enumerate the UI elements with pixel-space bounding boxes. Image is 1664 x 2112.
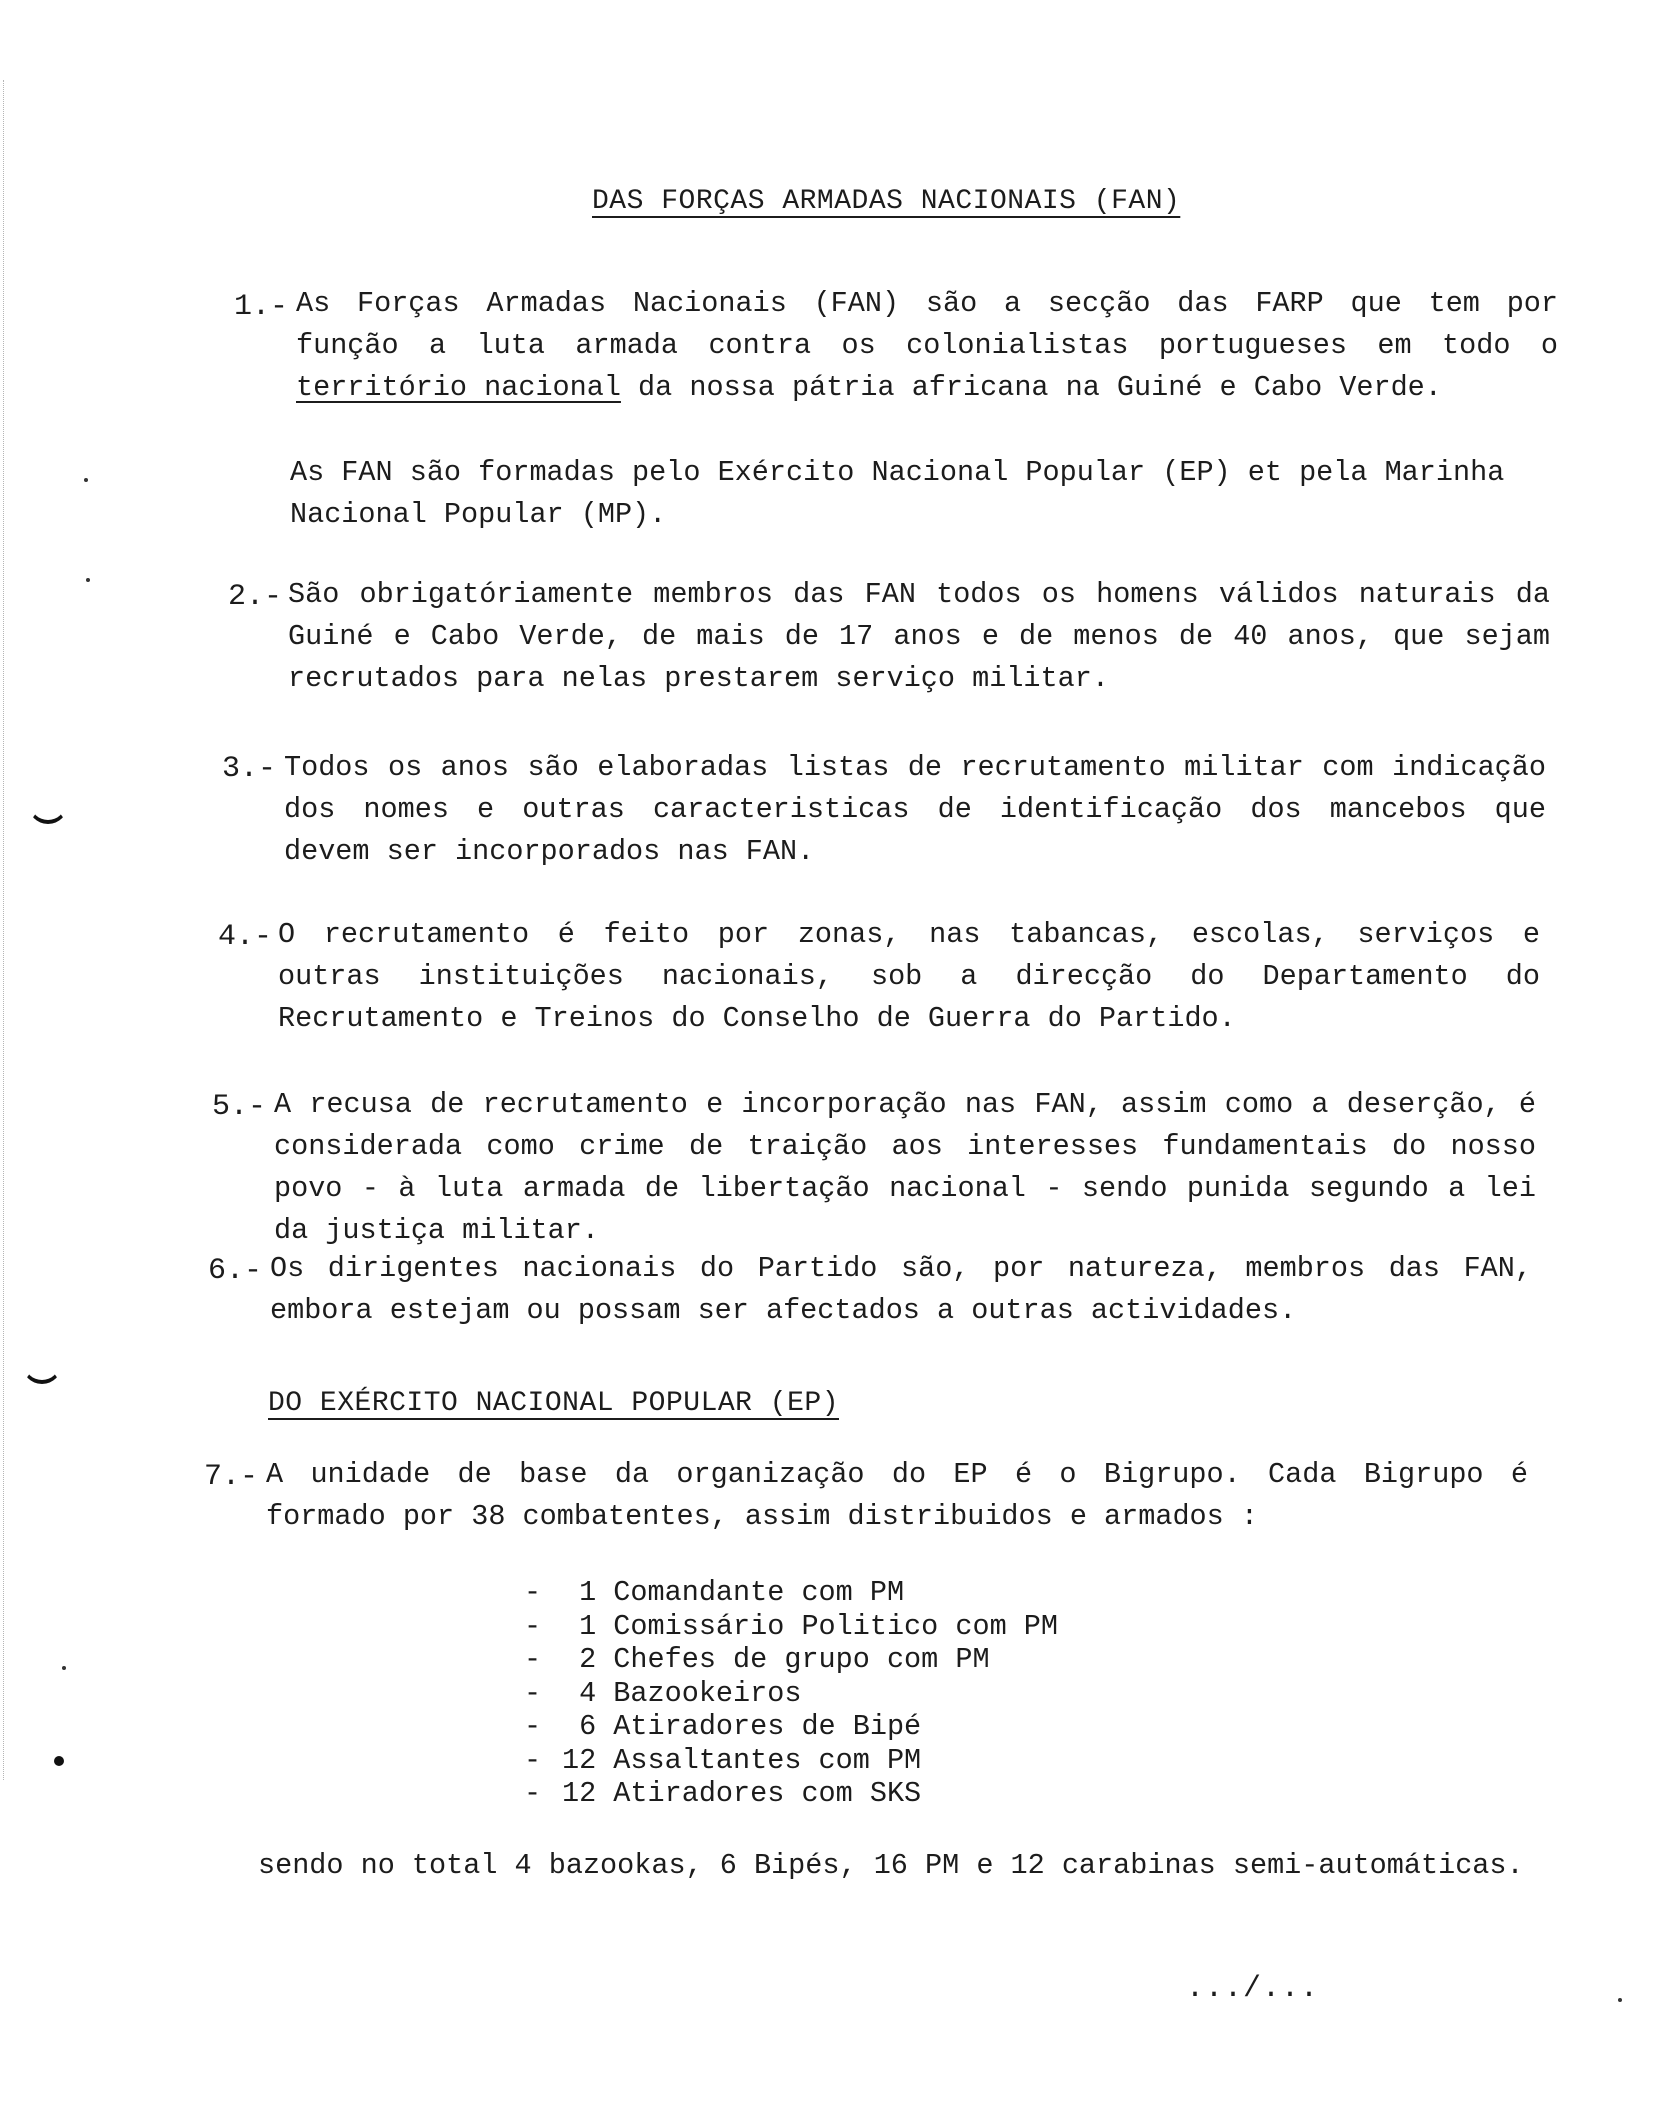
list-dash: - (524, 1609, 542, 1643)
scan-artifact-arc (22, 1358, 62, 1384)
continuation-mark: .../... (1186, 1972, 1320, 2006)
scan-artifact-speck (84, 478, 88, 482)
section-heading: DO EXÉRCITO NACIONAL POPULAR (EP) (268, 1388, 839, 1419)
list-dash: - (524, 1676, 542, 1710)
list-item-text: 1 Comandante com PM (562, 1576, 905, 1609)
item-1-text-end: da nossa pátria africana na Guiné e Cabo Verde. (620, 371, 1442, 404)
item-1-underlined-phrase: território nacional (296, 371, 621, 404)
list-dash: - (524, 1576, 542, 1609)
list-item (524, 1677, 1058, 1711)
list-item (524, 1610, 1058, 1644)
item-2-text: São obrigatóriamente membros das FAN todos os homens válidos naturais da Guiné e Cabo Verde, de mais de 17 anos e de menos de 40 anos, que sejam recrutados para nelas prestarem serviço militar. (288, 578, 1550, 695)
list-item-text: 1 Comissário Politico com PM (562, 1609, 1058, 1643)
list-item-text: 2 Chefes de grupo com PM (562, 1643, 990, 1676)
item-1-text-start: As Forças Armadas Nacionais (FAN) são a secção das FARP que tem por função a luta armada contra os colonialistas portugueses em todo o (296, 287, 1558, 362)
item-2-number: 2.- (228, 580, 283, 614)
item-1-paragraph-2: As FAN são formadas pelo Exército Nacional Popular (EP) et pela Marinha Nacional Popular (MP). (290, 456, 1505, 531)
item-5-text: A recusa de recrutamento e incorporação nas FAN, assim como a deserção, é considerada como crime de traição aos interesses fundamentais do nosso povo - à luta armada de libertação nacional - sendo punida segundo a lei da justiça militar. (274, 1088, 1536, 1247)
list-item-text: 4 Bazookeiros (562, 1676, 802, 1710)
item-7-number: 7.- (204, 1460, 259, 1494)
list-item-text: 12 Assaltantes com PM (562, 1743, 922, 1777)
scan-artifact-arc (28, 798, 68, 824)
scan-artifact-speck (1618, 1998, 1622, 2002)
list-item (524, 1744, 1058, 1778)
list-item-text: 6 Atiradores de Bipé (562, 1710, 922, 1743)
list-item (524, 1710, 1058, 1744)
bigrupo-composition-list (524, 1576, 1058, 1811)
item-4-text: O recrutamento é feito por zonas, nas tabancas, escolas, serviços e outras instituições nacionais, sob a direcção do Departamento do Recrutamento e Treinos do Conselho de Guerra do Partido. (278, 918, 1540, 1035)
item-3-text: Todos os anos são elaboradas listas de recrutamento militar com indicação dos nomes e outras caracteristicas de identificação dos mancebos que devem ser incorporados nas FAN. (284, 751, 1546, 868)
scan-artifact-speck (62, 1666, 66, 1670)
scan-edge-line (3, 80, 5, 1780)
list-dash: - (524, 1643, 542, 1676)
item-6-number: 6.- (208, 1254, 263, 1288)
totals-line: sendo no total 4 bazookas, 6 Bipés, 16 PM e 12 carabinas semi-automáticas. (258, 1849, 1524, 1882)
page-title: DAS FORÇAS ARMADAS NACIONAIS (FAN) (592, 186, 1181, 217)
list-item-text: 12 Atiradores com SKS (562, 1777, 922, 1810)
item-5-number: 5.- (212, 1090, 267, 1124)
list-item (524, 1643, 1058, 1677)
item-6-text: Os dirigentes nacionais do Partido são, por natureza, membros das FAN, embora estejam ou possam ser afectados a outras actividades. (270, 1252, 1532, 1327)
item-1-number: 1.- (234, 290, 289, 324)
list-item (524, 1777, 1058, 1811)
item-7-text: A unidade de base da organização do EP é o Bigrupo. Cada Bigrupo é formado por 38 combatentes, assim distribuidos e armados : (266, 1458, 1528, 1533)
list-dash: - (524, 1710, 542, 1743)
item-4-number: 4.- (218, 920, 273, 954)
scan-artifact-dot (54, 1756, 64, 1766)
scan-artifact-speck (86, 578, 90, 582)
item-1-text (296, 283, 1558, 409)
item-3-number: 3.- (222, 752, 277, 786)
list-dash: - (524, 1777, 542, 1810)
list-dash: - (524, 1743, 542, 1777)
list-item (524, 1576, 1058, 1610)
